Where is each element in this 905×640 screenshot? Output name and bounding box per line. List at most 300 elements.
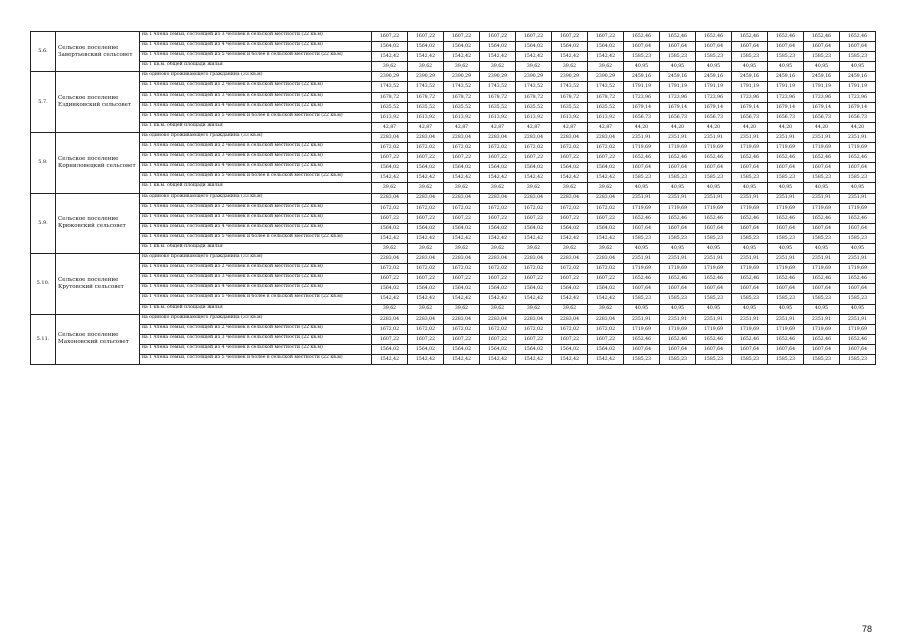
value-cell: 1607,22	[444, 274, 480, 284]
value-cell: 1585,23	[732, 52, 768, 62]
value-cell: 1652,46	[696, 274, 732, 284]
value-cell: 1585,23	[624, 294, 660, 304]
value-cell: 1585,23	[696, 233, 732, 243]
table-row	[31, 163, 876, 173]
value-cell: 1652,46	[660, 274, 696, 284]
value-cell: 1719,69	[660, 264, 696, 274]
value-cell: 39,62	[480, 62, 516, 72]
value-cell: 1723,96	[624, 92, 660, 102]
value-cell: 1585,23	[624, 233, 660, 243]
value-cell: 1656,73	[840, 112, 876, 122]
value-cell: 1743,52	[516, 82, 552, 92]
value-cell: 40,95	[660, 183, 696, 193]
row-description: на 1 члена семьи, состоящей из 3 человек в сельской местности (22 кв.м)	[140, 153, 372, 163]
settlement-name: Сельское поселение Завертьевский сельсовет	[56, 32, 140, 72]
value-cell: 1607,64	[660, 223, 696, 233]
value-cell: 2459,16	[804, 72, 840, 82]
value-cell: 1719,69	[624, 264, 660, 274]
value-cell: 1672,02	[552, 143, 588, 153]
value-cell: 1564,02	[516, 42, 552, 52]
table-row	[31, 92, 876, 102]
value-cell: 1678,72	[588, 92, 624, 102]
value-cell: 1607,22	[480, 213, 516, 223]
row-description: на 1 члена семьи, состоящей из 2 человек в сельской местности (22 кв.м)	[140, 203, 372, 213]
value-cell: 40,95	[624, 243, 660, 253]
value-cell: 1585,23	[732, 173, 768, 183]
value-cell: 1652,46	[804, 213, 840, 223]
row-description: на 1 члена семьи, состоящей из 5 человек и более в сельской местности (22 кв.м)	[140, 355, 372, 365]
value-cell: 1585,23	[804, 52, 840, 62]
row-description: на 1 члена семьи, состоящей из 3 человек в сельской местности (22 кв.м)	[140, 213, 372, 223]
value-cell: 42,87	[372, 122, 408, 132]
value-cell: 1607,64	[696, 42, 732, 52]
value-cell: 2351,91	[840, 193, 876, 203]
row-description: на одиноко проживающего гражданина (33 кв.м)	[140, 314, 372, 324]
value-cell: 1719,69	[732, 324, 768, 334]
value-cell: 44,20	[660, 122, 696, 132]
value-cell: 1613,92	[480, 112, 516, 122]
value-cell: 40,95	[804, 243, 840, 253]
table-row	[31, 344, 876, 354]
value-cell: 42,87	[552, 122, 588, 132]
value-cell: 1672,02	[588, 264, 624, 274]
value-cell: 39,62	[480, 183, 516, 193]
value-cell: 1672,02	[444, 324, 480, 334]
value-cell: 1607,64	[696, 284, 732, 294]
value-cell: 1607,22	[408, 213, 444, 223]
value-cell: 2283,04	[516, 193, 552, 203]
value-cell: 1743,52	[480, 82, 516, 92]
value-cell: 39,62	[480, 243, 516, 253]
value-cell: 44,20	[840, 122, 876, 132]
value-cell: 2351,91	[660, 254, 696, 264]
value-cell: 1652,46	[804, 334, 840, 344]
value-cell: 40,95	[660, 304, 696, 314]
value-cell: 1542,42	[588, 52, 624, 62]
value-cell: 2390,29	[408, 72, 444, 82]
value-cell: 2351,91	[804, 132, 840, 142]
value-cell: 1652,46	[804, 153, 840, 163]
value-cell: 1635,52	[552, 102, 588, 112]
value-cell: 1585,23	[624, 52, 660, 62]
value-cell: 1607,64	[732, 223, 768, 233]
value-cell: 1607,64	[840, 163, 876, 173]
row-description: на 1 члена семьи, состоящей из 4 человек в сельской местности (22 кв.м)	[140, 344, 372, 354]
value-cell: 1672,02	[408, 203, 444, 213]
table-body	[31, 32, 876, 365]
value-cell: 1678,72	[552, 92, 588, 102]
value-cell: 1607,22	[408, 274, 444, 284]
value-cell: 1672,02	[516, 324, 552, 334]
value-cell: 1672,02	[480, 143, 516, 153]
value-cell: 1719,69	[804, 143, 840, 153]
value-cell: 1652,46	[732, 334, 768, 344]
value-cell: 1672,02	[588, 324, 624, 334]
value-cell: 2283,04	[408, 132, 444, 142]
value-cell: 1564,02	[372, 284, 408, 294]
value-cell: 1542,42	[552, 355, 588, 365]
value-cell: 1607,22	[552, 274, 588, 284]
row-description: на 1 члена семьи, состоящей из 3 человек в сельской местности (22 кв.м)	[140, 334, 372, 344]
value-cell: 1542,42	[480, 355, 516, 365]
value-cell: 1607,64	[840, 344, 876, 354]
value-cell: 1656,73	[804, 112, 840, 122]
value-cell: 1743,52	[552, 82, 588, 92]
value-cell: 1719,69	[660, 324, 696, 334]
value-cell: 1542,42	[444, 233, 480, 243]
value-cell: 1607,64	[732, 42, 768, 52]
value-cell: 44,20	[804, 122, 840, 132]
value-cell: 1585,23	[696, 52, 732, 62]
value-cell: 2351,91	[804, 314, 840, 324]
row-description: на 1 члена семьи, состоящей из 4 человек в сельской местности (22 кв.м)	[140, 163, 372, 173]
value-cell: 1564,02	[588, 344, 624, 354]
value-cell: 1564,02	[408, 344, 444, 354]
value-cell: 1791,19	[840, 82, 876, 92]
value-cell: 1607,64	[840, 223, 876, 233]
value-cell: 1679,14	[768, 102, 804, 112]
value-cell: 1564,02	[516, 284, 552, 294]
value-cell: 1719,69	[696, 324, 732, 334]
value-cell: 2283,04	[552, 193, 588, 203]
value-cell: 40,95	[732, 243, 768, 253]
row-description: на 1 кв.м. общей площади жилья	[140, 304, 372, 314]
value-cell: 1564,02	[444, 42, 480, 52]
value-cell: 1672,02	[372, 264, 408, 274]
value-cell: 42,87	[516, 122, 552, 132]
value-cell: 1607,64	[696, 163, 732, 173]
value-cell: 1607,22	[516, 153, 552, 163]
value-cell: 1672,02	[408, 143, 444, 153]
value-cell: 1564,02	[408, 223, 444, 233]
value-cell: 1607,64	[804, 42, 840, 52]
value-cell: 1607,64	[624, 223, 660, 233]
value-cell: 1564,02	[372, 344, 408, 354]
value-cell: 42,87	[408, 122, 444, 132]
value-cell: 1652,46	[768, 153, 804, 163]
value-cell: 1613,92	[516, 112, 552, 122]
value-cell: 1656,73	[768, 112, 804, 122]
value-cell: 40,95	[732, 62, 768, 72]
value-cell: 1585,23	[660, 52, 696, 62]
value-cell: 39,62	[408, 62, 444, 72]
value-cell: 1672,02	[372, 324, 408, 334]
value-cell: 44,20	[768, 122, 804, 132]
value-cell: 44,20	[696, 122, 732, 132]
value-cell: 1607,64	[768, 223, 804, 233]
table-row	[31, 223, 876, 233]
value-cell: 2351,91	[768, 254, 804, 264]
value-cell: 1652,46	[624, 153, 660, 163]
value-cell: 2283,04	[444, 193, 480, 203]
value-cell: 1672,02	[552, 264, 588, 274]
row-description: на 1 члена семьи, состоящей из 5 человек и более в сельской местности (22 кв.м)	[140, 294, 372, 304]
table-row	[31, 203, 876, 213]
row-description: на 1 члена семьи, состоящей из 5 человек и более в сельской местности (22 кв.м)	[140, 233, 372, 243]
value-cell: 2283,04	[552, 132, 588, 142]
table-row	[31, 294, 876, 304]
value-cell: 1652,46	[732, 32, 768, 42]
value-cell: 1607,64	[732, 344, 768, 354]
value-cell: 1564,02	[480, 344, 516, 354]
value-cell: 1678,72	[516, 92, 552, 102]
value-cell: 1719,69	[660, 143, 696, 153]
tariff-table	[30, 31, 876, 365]
value-cell: 1679,14	[732, 102, 768, 112]
value-cell: 39,62	[444, 183, 480, 193]
value-cell: 1652,46	[660, 213, 696, 223]
value-cell: 2351,91	[840, 314, 876, 324]
value-cell: 39,62	[444, 304, 480, 314]
value-cell: 2351,91	[660, 314, 696, 324]
value-cell: 2390,29	[516, 72, 552, 82]
row-description: на 1 члена семьи, состоящей из 4 человек в сельской местности (22 кв.м)	[140, 42, 372, 52]
value-cell: 1585,23	[696, 173, 732, 183]
value-cell: 1607,22	[552, 213, 588, 223]
value-cell: 1542,42	[516, 173, 552, 183]
value-cell: 1585,23	[768, 233, 804, 243]
value-cell: 1542,42	[480, 233, 516, 243]
value-cell: 1542,42	[588, 173, 624, 183]
value-cell: 1723,96	[660, 92, 696, 102]
value-cell: 1607,22	[444, 32, 480, 42]
value-cell: 1542,42	[408, 294, 444, 304]
value-cell: 1607,22	[480, 32, 516, 42]
table-row	[31, 112, 876, 122]
value-cell: 40,95	[732, 183, 768, 193]
value-cell: 39,62	[552, 243, 588, 253]
value-cell: 1719,69	[768, 264, 804, 274]
value-cell: 1564,02	[444, 223, 480, 233]
section-index: 5.9.	[31, 193, 56, 254]
value-cell: 1635,52	[516, 102, 552, 112]
value-cell: 1564,02	[588, 223, 624, 233]
value-cell: 1743,52	[444, 82, 480, 92]
value-cell: 1719,69	[732, 143, 768, 153]
value-cell: 1635,52	[408, 102, 444, 112]
value-cell: 1613,92	[588, 112, 624, 122]
value-cell: 1607,64	[840, 284, 876, 294]
table-row	[31, 143, 876, 153]
value-cell: 2283,04	[480, 314, 516, 324]
value-cell: 2351,91	[624, 314, 660, 324]
value-cell: 1607,64	[840, 42, 876, 52]
value-cell: 2283,04	[408, 193, 444, 203]
value-cell: 1564,02	[552, 284, 588, 294]
value-cell: 1564,02	[408, 42, 444, 52]
value-cell: 1719,69	[624, 143, 660, 153]
value-cell: 2283,04	[552, 314, 588, 324]
value-cell: 1719,69	[660, 203, 696, 213]
row-description: на 1 члена семьи, состоящей из 2 человек в сельской местности (22 кв.м)	[140, 82, 372, 92]
value-cell: 1719,69	[696, 143, 732, 153]
value-cell: 1719,69	[768, 324, 804, 334]
table-row	[31, 52, 876, 62]
value-cell: 39,62	[480, 304, 516, 314]
value-cell: 1564,02	[552, 344, 588, 354]
value-cell: 1723,96	[768, 92, 804, 102]
value-cell: 40,95	[696, 183, 732, 193]
value-cell: 1723,96	[840, 92, 876, 102]
row-description: на 1 члена семьи, состоящей из 3 человек в сельской местности (22 кв.м)	[140, 274, 372, 284]
table-row	[31, 233, 876, 243]
section-index: 5.6.	[31, 32, 56, 72]
value-cell: 40,95	[840, 62, 876, 72]
value-cell: 40,95	[624, 183, 660, 193]
value-cell: 1656,73	[696, 112, 732, 122]
row-description: на одиноко проживающего гражданина (33 кв.м)	[140, 254, 372, 264]
value-cell: 1607,64	[660, 42, 696, 52]
value-cell: 1719,69	[624, 324, 660, 334]
value-cell: 1719,69	[696, 203, 732, 213]
value-cell: 1652,46	[768, 213, 804, 223]
value-cell: 1564,02	[372, 42, 408, 52]
value-cell: 39,62	[588, 62, 624, 72]
value-cell: 39,62	[516, 183, 552, 193]
value-cell: 1607,22	[552, 32, 588, 42]
value-cell: 1791,19	[624, 82, 660, 92]
value-cell: 1585,23	[804, 294, 840, 304]
value-cell: 1652,46	[840, 274, 876, 284]
value-cell: 1564,02	[372, 163, 408, 173]
value-cell: 39,62	[372, 62, 408, 72]
value-cell: 2351,91	[804, 254, 840, 264]
value-cell: 1607,64	[804, 223, 840, 233]
value-cell: 1607,22	[552, 334, 588, 344]
value-cell: 2390,29	[588, 72, 624, 82]
value-cell: 1672,02	[516, 264, 552, 274]
value-cell: 1607,64	[660, 284, 696, 294]
value-cell: 1672,02	[372, 203, 408, 213]
value-cell: 1607,64	[768, 42, 804, 52]
value-cell: 1679,14	[804, 102, 840, 112]
value-cell: 40,95	[624, 62, 660, 72]
value-cell: 1585,23	[768, 173, 804, 183]
value-cell: 1672,02	[588, 203, 624, 213]
row-description: на 1 члена семьи, состоящей из 5 человек и более в сельской местности (22 кв.м)	[140, 173, 372, 183]
value-cell: 39,62	[444, 243, 480, 253]
value-cell: 1652,46	[732, 153, 768, 163]
value-cell: 1652,46	[624, 274, 660, 284]
value-cell: 40,95	[624, 304, 660, 314]
value-cell: 1542,42	[408, 52, 444, 62]
value-cell: 1542,42	[480, 52, 516, 62]
row-description: на 1 члена семьи, состоящей из 2 человек в сельской местности (22 кв.м)	[140, 324, 372, 334]
value-cell: 2283,04	[480, 132, 516, 142]
value-cell: 1652,46	[660, 334, 696, 344]
value-cell: 1607,64	[768, 344, 804, 354]
settlement-name: Сельское поселение Крутовский сельсовет	[56, 254, 140, 315]
table-row	[31, 334, 876, 344]
table-row	[31, 254, 876, 264]
row-description: на одиноко проживающего гражданина (33 кв.м)	[140, 193, 372, 203]
table-row	[31, 274, 876, 284]
value-cell: 2283,04	[516, 132, 552, 142]
value-cell: 2390,29	[552, 72, 588, 82]
value-cell: 1652,46	[840, 213, 876, 223]
row-description: на 1 члена семьи, состоящей из 5 человек и более в сельской местности (22 кв.м)	[140, 112, 372, 122]
value-cell: 40,95	[840, 243, 876, 253]
value-cell: 39,62	[372, 243, 408, 253]
value-cell: 1743,52	[372, 82, 408, 92]
value-cell: 1607,22	[516, 274, 552, 284]
value-cell: 1672,02	[480, 203, 516, 213]
table-row	[31, 122, 876, 132]
value-cell: 2283,04	[408, 314, 444, 324]
value-cell: 1607,64	[660, 163, 696, 173]
value-cell: 1607,64	[696, 344, 732, 354]
row-description: на 1 члена семьи, состоящей из 4 человек в сельской местности (22 кв.м)	[140, 284, 372, 294]
value-cell: 2351,91	[768, 314, 804, 324]
value-cell: 1607,22	[408, 334, 444, 344]
value-cell: 1542,42	[408, 233, 444, 243]
table-row	[31, 32, 876, 42]
value-cell: 1607,64	[624, 344, 660, 354]
value-cell: 1672,02	[408, 324, 444, 334]
settlement-name: Сельское поселение Ездинковский сельсовет	[56, 72, 140, 133]
value-cell: 1607,64	[660, 344, 696, 354]
value-cell: 1652,46	[696, 334, 732, 344]
value-cell: 1723,96	[804, 92, 840, 102]
value-cell: 1672,02	[372, 143, 408, 153]
value-cell: 1542,42	[444, 173, 480, 183]
value-cell: 1607,64	[624, 284, 660, 294]
value-cell: 1585,23	[624, 173, 660, 183]
value-cell: 40,95	[840, 304, 876, 314]
value-cell: 1635,52	[444, 102, 480, 112]
value-cell: 1585,23	[660, 173, 696, 183]
value-cell: 1607,64	[804, 163, 840, 173]
value-cell: 1652,46	[840, 334, 876, 344]
value-cell: 1791,19	[804, 82, 840, 92]
value-cell: 2283,04	[516, 254, 552, 264]
value-cell: 1607,64	[624, 42, 660, 52]
section-index: 5.8.	[31, 132, 56, 193]
value-cell: 1585,23	[732, 355, 768, 365]
value-cell: 1585,23	[840, 173, 876, 183]
value-cell: 1607,22	[588, 334, 624, 344]
value-cell: 40,95	[768, 183, 804, 193]
value-cell: 1542,42	[552, 52, 588, 62]
section-index: 5.7.	[31, 72, 56, 133]
value-cell: 39,62	[588, 243, 624, 253]
value-cell: 1652,46	[732, 274, 768, 284]
value-cell: 2351,91	[804, 193, 840, 203]
row-description: на 1 члена семьи, состоящей из 2 человек в сельской местности (22 кв.м)	[140, 264, 372, 274]
value-cell: 1613,92	[552, 112, 588, 122]
value-cell: 40,95	[768, 62, 804, 72]
value-cell: 1542,42	[372, 294, 408, 304]
value-cell: 2351,91	[624, 132, 660, 142]
table-row	[31, 62, 876, 72]
settlement-name: Сельское поселение Махоновский сельсовет	[56, 314, 140, 364]
value-cell: 1791,19	[696, 82, 732, 92]
value-cell: 1652,46	[732, 213, 768, 223]
value-cell: 2283,04	[588, 193, 624, 203]
value-cell: 2283,04	[480, 254, 516, 264]
value-cell: 1672,02	[552, 203, 588, 213]
value-cell: 1564,02	[588, 284, 624, 294]
value-cell: 1635,52	[480, 102, 516, 112]
value-cell: 2283,04	[444, 314, 480, 324]
value-cell: 1542,42	[408, 355, 444, 365]
table-row	[31, 42, 876, 52]
row-description: на 1 члена семьи, состоящей из 4 человек в сельской местности (22 кв.м)	[140, 223, 372, 233]
value-cell: 2283,04	[480, 193, 516, 203]
value-cell: 1607,64	[768, 163, 804, 173]
section-index: 5.11.	[31, 314, 56, 364]
value-cell: 1607,22	[480, 334, 516, 344]
